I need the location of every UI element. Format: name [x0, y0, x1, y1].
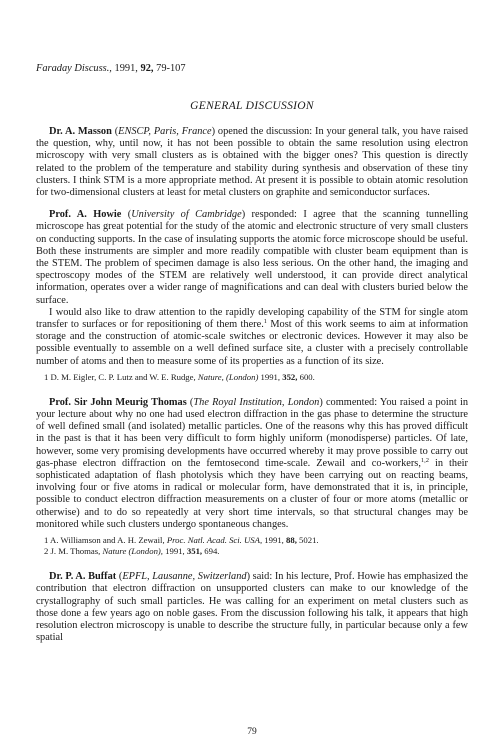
reference-number: 2: [44, 546, 49, 557]
discussion-body: [36, 126, 468, 644]
speaker-affiliation: University of Cambridge: [131, 209, 242, 221]
reference-page: 5021.: [299, 535, 319, 546]
paragraph-text: Most of this work seems to aim at information storage and the construction of atomic-scale switches or electronic devices. However it may also be possible eventually to assemble on a well defined surface site, a cluster with a precisely controllable number of atoms and then to measure some of its properties as a function of its size.: [36, 319, 468, 367]
reference-year: 1991,: [260, 371, 281, 382]
citation-marker: 1: [263, 318, 268, 326]
reference-journal: Proc. Natl. Acad. Sci. USA,: [166, 535, 263, 546]
reference-volume: 351,: [186, 546, 203, 557]
speaker-name: Prof. A. Howie: [49, 209, 122, 221]
speaker-affiliation: The Royal Institution, London: [193, 396, 320, 408]
paragraph-howie-continued: [36, 307, 468, 368]
speaker-affiliation: EPFL, Lausanne, Switzerland: [122, 571, 247, 583]
page: [36, 0, 468, 750]
reference-journal: Nature, (London): [197, 371, 259, 382]
page-number: 79: [247, 727, 257, 737]
paragraph-text: opened the discussion: In your general talk, you have raised the question, why, until now, it has not been possible to obtain the same resolution using electron microscopy with very small clusters as is obtained with the bigger ones? This question is directly related to the problem of the temperature and stability during synthesis and observation of these tiny clusters. I think STM is a more appropriate method. At present it is possible to obtain atomic resolution for two-dimensional clusters at least for metal clusters on graphite and semiconductor surfaces.: [36, 126, 469, 199]
reference-authors: A. Williamson and A. H. Zewail,: [50, 535, 165, 546]
journal-volume: 92,: [140, 63, 154, 74]
reference-journal: Nature (London),: [102, 546, 163, 557]
paragraph-buffat: Dr. P. A. Buffat (EPFL, Lausanne, Switzerland) said: In his lecture, Prof. Howie has emphasized the contribution that electron diffraction on unsupported clusters can make to our knowledge of the crystallography of such small particles. He was calling for an experiment on metal clusters such as those done a few years ago on noble gases. From the discussion following his talk, it appears that high resolution electron microscopy is unable to describe the structure fully, in particular because only a few spatial: [36, 571, 468, 644]
reference-page: 694.: [204, 546, 220, 557]
reference-item: [36, 546, 468, 557]
speaker-name: Dr. A. Masson: [49, 126, 112, 137]
reference-year: 1991,: [165, 546, 185, 557]
references-thomas: [36, 535, 468, 557]
reference-page: 600.: [299, 371, 315, 382]
reference-year: 1991,: [264, 535, 284, 546]
journal-name: Faraday Discuss.,: [36, 63, 112, 74]
paragraph-masson: Dr. A. Masson (ENSCP, Paris, France) opened the discussion: In your general talk, you have raised the question, why, until now, it has not been possible to obtain the same resolution using electron microscopy with very small clusters as is obtained with the bigger ones? This question is directly related to the problem of the temperature and stability during synthesis and observation of these tiny clusters. I think STM is a more appropriate method. At present it is possible to obtain atomic resolution for two-dimensional clusters at least for metal clusters on graphite and semiconductor surfaces.: [36, 126, 469, 199]
reference-authors: J. M. Thomas,: [50, 546, 101, 557]
reference-item: [36, 535, 468, 546]
paragraph-text: in their sophisticated adaptation of flash photolysis which they have been carrying out on reacting beams, involving four or five atoms in radical or molecular form, have demonstrated that it is, in principle, possible to conduct electron diffraction measurements on a cluster of four or more atoms (metallic or otherwise) and to do so repeatedly at very short time intervals, so that structural changes may be monitored while such clusters undergo spontaneous changes.: [36, 457, 468, 530]
citation-marker: 1,2: [420, 456, 430, 464]
paragraph-text: commented: You raised a point in your lecture about why no one had used electron diffraction in the gas phase to determine the structure of well defined small (and isolated) metallic particles. One of the reasons why this has proved difficult in the past is that it has been very difficult to form highly uniform (monodisperse) particles. Of late, however, some very promising developments have occurred whereby it may prove possible to carry out gas-phase electron diffraction on the femtosecond time-scale. Zewail and co-workers,: [36, 396, 469, 469]
journal-reference: [36, 63, 186, 74]
paragraph-text: I would also like to draw attention to the rapidly developing capability of the STM for single atom transfer to surfaces or for repositioning of them there.: [36, 306, 468, 331]
section-heading: GENERAL DISCUSSION: [190, 100, 314, 112]
speaker-name: Dr. P. A. Buffat: [49, 571, 117, 583]
reference-number: 1: [44, 535, 49, 546]
reference-authors: D. M. Eigler, C. P. Lutz and W. E. Rudge,: [50, 371, 196, 382]
reference-number: 1: [44, 371, 49, 382]
journal-year: 1991,: [114, 63, 138, 74]
speaker-affiliation: ENSCP, Paris, France: [118, 126, 212, 137]
paragraph-thomas: Prof. Sir John Meurig Thomas (The Royal Institution, London) commented: You raised a point in your lecture about why no one had used electron diffraction in the gas phase to determine the structure of well defined small (and isolated) metallic particles. One of the reasons why this has proved difficult in the past is that it has been very difficult to form highly uniform (monodisperse) particles. Of late, however, some very promising developments have occurred whereby it may prove possible to carry out gas-phase electron diffraction on the femtosecond time-scale. Zewail and co-workers,$^{1,2}$ in their sophisticated adaptation of flash photolysis which they have been carrying out on reacting beams, involving four or five atoms in radical or molecular form, have demonstrated that it is, in principle, possible to conduct electron diffraction measurements on a cluster of four or more atoms (metallic or otherwise) and to do so repeatedly at very short time intervals, so that structural changes may be monitored while such clusters undergo spontaneous changes.: [36, 396, 469, 530]
paragraph-howie: Prof. A. Howie (University of Cambridge) responded: I agree that the scanning tunnelling microscope has great potential for the study of the atomic and electronic structure of very small clusters on conducting supports. In the case of insulating supports the atomic force microscope should be useful. Both these instruments are simpler and more readily compatible with cluster beam equipment than is the STEM. The problem of specimen damage is also less serious. On the other hand, the imaging and spectroscopy modes of the STEM are relatively well understood, it can provide direct analytical information, operates over a wider range of magnifications and can deal with clusters buried below the surface.: [36, 209, 468, 306]
references-howie: [36, 372, 468, 383]
reference-volume: 88,: [286, 535, 297, 546]
reference-volume: 352,: [282, 371, 298, 382]
paragraph-text: responded: I agree that the scanning tunnelling microscope has great potential for the study of the atomic and electronic structure of very small clusters on conducting supports. In the case of insulating supports the atomic force microscope should be useful. Both these instruments are simpler and more readily compatible with cluster beam equipment than is the STEM. The problem of specimen damage is also less serious. On the other hand, the imaging and spectroscopy modes of the STEM are relatively well understood, it can provide direct analytical information, operates over a wider range of magnifications and can deal with clusters buried below the surface.: [36, 209, 468, 306]
speaker-name: Prof. Sir John Meurig Thomas: [49, 396, 187, 408]
paragraph-text: said: In his lecture, Prof. Howie has emphasized the contribution that electron diffraction on unsupported clusters can make to our knowledge of the crystallography of such small particles. He was calling for an experiment on metal clusters such as those done a few years ago on noble gases. From the discussion following his talk, it appears that high resolution electron microscopy is unable to describe the structure fully, in particular because only a few spatial: [36, 571, 468, 644]
reference-item: [36, 372, 468, 383]
journal-pages: 79-107: [156, 63, 186, 74]
